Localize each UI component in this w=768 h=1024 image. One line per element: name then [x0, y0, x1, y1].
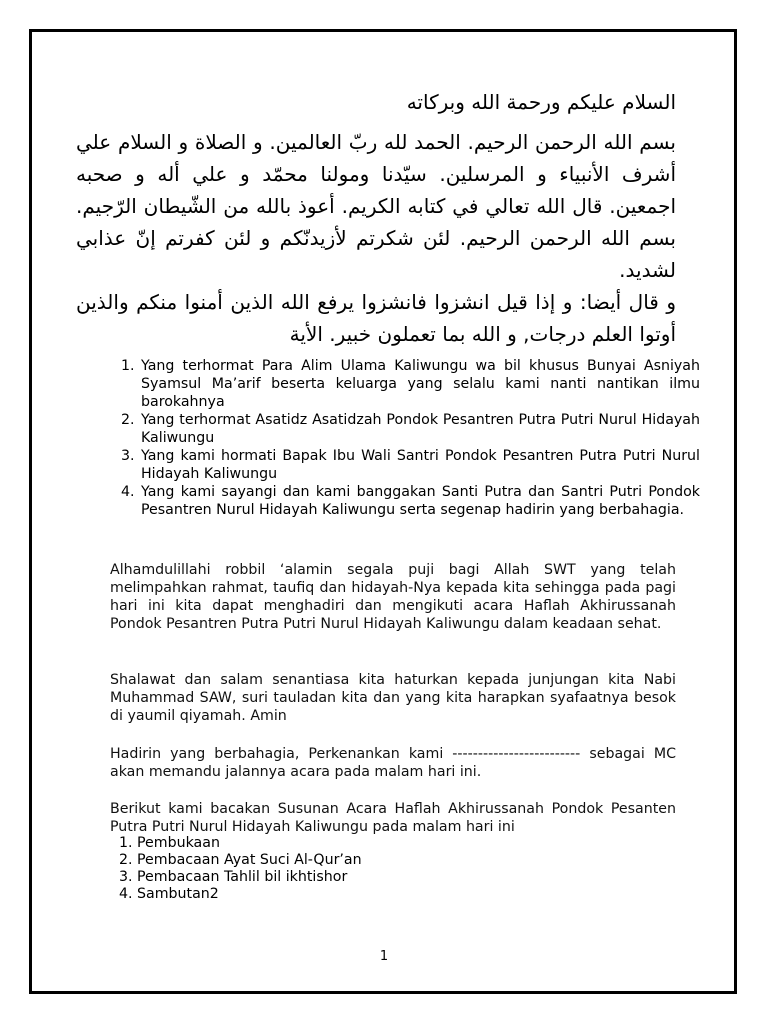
list-item: 1. Yang terhormat Para Alim Ulama Kaliwungu wa bil khusus Bunyai Asniyah Syamsul Ma’arif beserta keluarga yang selalu kami nanti nantikan ilmu barokahnya	[139, 357, 700, 411]
paragraph-alhamdulillah: Alhamdulillahi robbil ‘alamin segala puji bagi Allah SWT yang telah melimpahkan rahmat, taufiq dan hidayah-Nya kepada kita sehingga pada pagi hari ini kita dapat menghadiri dan mengikuti acara Haflah Akhirussanah Pondok Pesantren Putra Putri Nurul Hidayah Kaliwungu dalam keadaan sehat.	[110, 562, 676, 632]
list-item: 4. Yang kami sayangi dan kami banggakan Santi Putra dan Santri Putri Pondok Pesantren Nurul Hidayah Kaliwungu serta segenap hadirin yang berbahagia.	[139, 483, 700, 519]
arabic-quran-quote: و قال أيضا: و إذا قيل انشزوا فانشزوا يرفع الله الذين أمنوا منكم والذين أوتوا العلم درجات, و الله بما تعملون خبير. الأية	[76, 290, 676, 346]
list-item: 3. Yang kami hormati Bapak Ibu Wali Santri Pondok Pesantren Putra Putri Nurul Hidayah Kaliwungu	[139, 447, 700, 483]
page-number: 1	[379, 949, 389, 964]
list-item: 3. Pembacaan Tahlil bil ikhtishor	[137, 869, 697, 886]
honorifics-list	[115, 357, 700, 519]
list-item: 2. Pembacaan Ayat Suci Al-Qur’an	[137, 852, 697, 869]
list-item: 1. Pembukaan	[137, 835, 697, 852]
paragraph-agenda-intro: Berikut kami bacakan Susunan Acara Haflah Akhirussanah Pondok Pesanten Putra Putri Nurul Hidayah Kaliwungu pada malam hari ini	[110, 801, 676, 835]
list-item: 4. Sambutan2	[137, 886, 697, 903]
paragraph-mc-intro: Hadirin yang berbahagia, Perkenankan kami ------------------------- sebagai MC akan memandu jalannya acara pada malam hari ini.	[110, 746, 676, 780]
arabic-greeting: السلام عليكم ورحمة الله وبركاته	[406, 90, 676, 114]
agenda-list	[110, 835, 697, 903]
arabic-opening-prayer: بسم الله الرحمن الرحيم. الحمد لله ربّ العالمين. و الصلاة و السلام علي أشرف الأنبياء و المرسلين. سيّدنا ومولنا محمّد و علي أله و صحبه اجمعين. قال الله تعالي في كتابه الكريم. أعوذ بالله من الشّيطان الرّجيم. بسم الله الرحمن الرحيم. لئن شكرتم لأزيدنّكم و لئن كفرتم إنّ عذابي لشديد.	[76, 130, 676, 282]
paragraph-shalawat: Shalawat dan salam senantiasa kita haturkan kepada junjungan kita Nabi Muhammad SAW, suri tauladan kita dan yang kita harapkan syafaatnya besok di yaumil qiyamah. Amin	[110, 672, 676, 724]
list-item: 2. Yang terhormat Asatidz Asatidzah Pondok Pesantren Putra Putri Nurul Hidayah Kaliwungu	[139, 411, 700, 447]
